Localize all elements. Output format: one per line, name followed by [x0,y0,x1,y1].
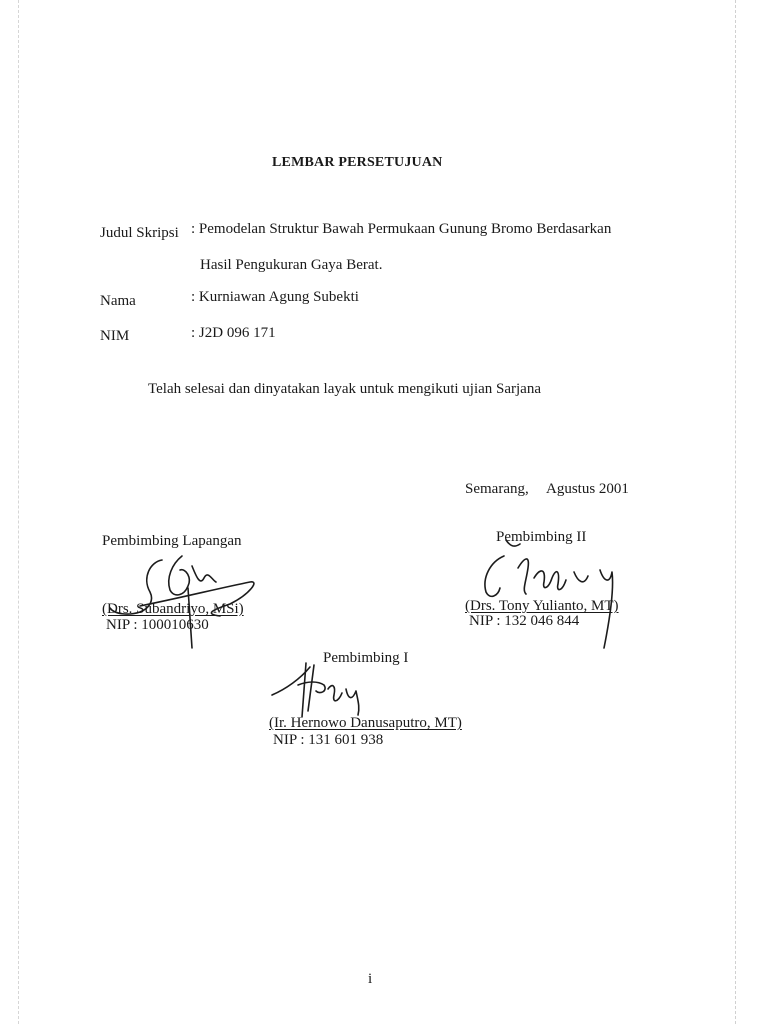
left-scan-edge [18,0,20,1024]
nip-subandriyo: NIP : 100010630 [106,617,209,633]
approval-statement: Telah selesai dan dinyatakan layak untuk mengikuti ujian Sarjana [148,381,541,397]
nip-tony-yulianto: NIP : 132 046 844 [469,613,580,629]
field-value-judul-skripsi: : Pemodelan Struktur Bawah Permukaan Gunung Bromo Berdasarkan [191,221,612,237]
document-title: LEMBAR PERSETUJUAN [272,155,443,170]
field-value-nim: : J2D 096 171 [191,325,276,341]
role-pembimbing-2: Pembimbing II [496,529,587,545]
place: Semarang, [465,481,529,497]
field-value-nama: : Kurniawan Agung Subekti [191,289,359,305]
role-pembimbing-1: Pembimbing I [323,650,409,666]
role-pembimbing-lapangan: Pembimbing Lapangan [102,533,242,549]
name-subandriyo: (Drs. Subandriyo, MSi) [102,601,244,617]
field-label-nim: NIM [100,328,130,344]
field-label-judul-skripsi: Judul Skripsi [100,225,179,241]
name-hernowo: (Ir. Hernowo Danusaputro, MT) [269,715,462,731]
field-value-judul-continuation: Hasil Pengukuran Gaya Berat. [200,257,383,273]
field-label-nama: Nama [100,293,136,309]
page-number: i [368,971,373,987]
date: Agustus 2001 [546,481,629,497]
nip-hernowo: NIP : 131 601 938 [273,732,384,748]
name-tony-yulianto: (Drs. Tony Yulianto, MT) [465,598,619,614]
right-scan-edge [735,0,737,1024]
